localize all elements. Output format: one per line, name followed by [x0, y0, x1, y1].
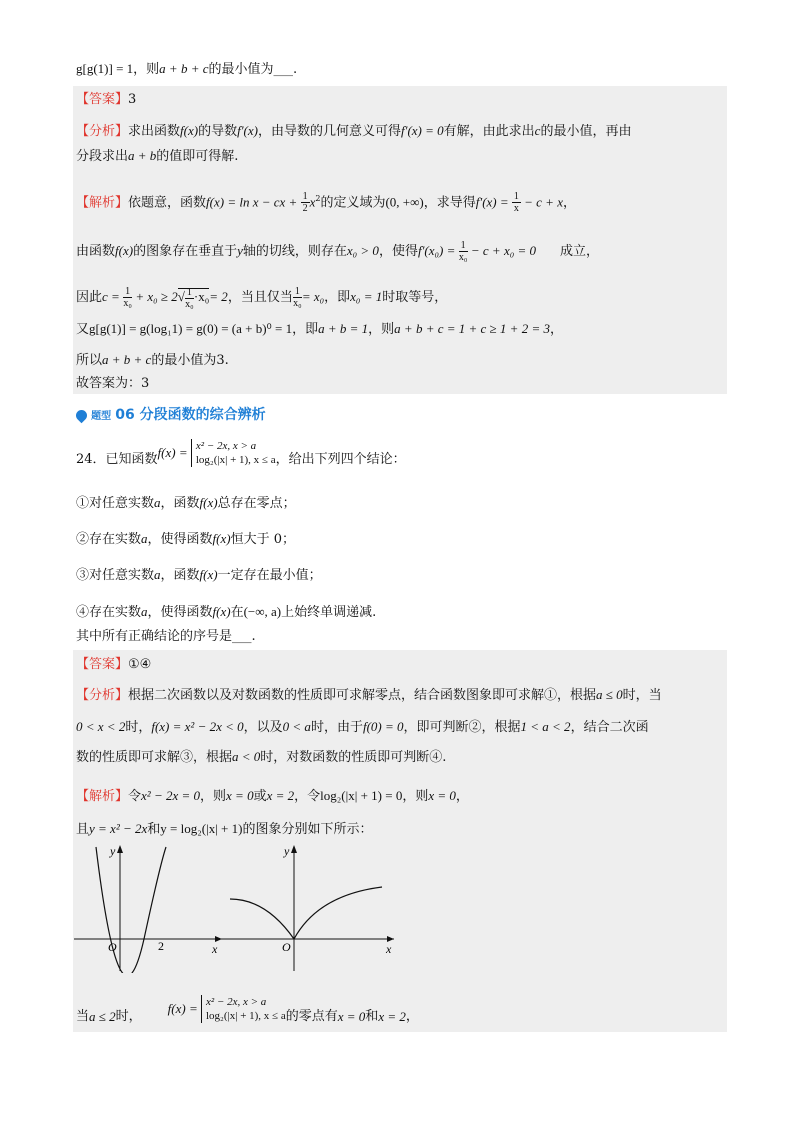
math: a + b = 1 — [318, 321, 369, 336]
text: 24．已知函数 — [76, 452, 158, 467]
text: ，则 — [402, 789, 429, 804]
math: x² − 2x, x > a — [205, 996, 267, 1008]
text: 或 — [253, 789, 267, 804]
math: c = — [102, 289, 124, 304]
math: x = 0 — [226, 788, 254, 803]
fraction: $\frac{1}{\text{x₀}}$ — [123, 286, 132, 309]
math: f′(x) = 0 — [401, 123, 444, 138]
log-graph — [222, 843, 398, 973]
text: 时取等号， — [382, 290, 448, 305]
solution-24-last-line — [76, 992, 419, 1026]
conclusion-1 — [76, 494, 296, 513]
y-axis-label: y — [110, 844, 116, 858]
text: ， — [455, 789, 469, 804]
solution-24-line-2 — [76, 820, 372, 839]
text: 和 — [365, 1009, 379, 1024]
answer-label: 【答案】 — [76, 92, 129, 107]
math: a < 0 — [232, 749, 261, 764]
solution-line-3 — [76, 286, 447, 310]
math: x — [309, 194, 316, 210]
math: a + b + c = 1 + c ≥ 1 + 2 = 3 — [394, 321, 550, 336]
math: a + b — [128, 148, 157, 163]
text: 当 — [76, 1009, 90, 1024]
math: g[g(1)] = g(log₁1) = g(0) = (a + b)⁰ = 1 — [89, 321, 293, 336]
text: 时，由于 — [310, 720, 363, 735]
text: ，则 — [368, 322, 395, 337]
text: 根据二次函数以及对数函数的性质即可求解零点，结合函数图象即可求解①，根据 — [128, 688, 597, 703]
text: 和 — [147, 822, 161, 837]
math: 0 < a — [282, 719, 311, 734]
math: f(0) = 0 — [362, 719, 404, 734]
text: 总存在零点； — [217, 496, 296, 511]
text: ②存在实数 — [76, 532, 142, 547]
math: f(x) — [199, 567, 218, 582]
math: f(x) — [180, 123, 199, 138]
text: 时，对数函数的性质即可判断④. — [260, 750, 447, 765]
text: 轴的切线，则存在 — [242, 244, 347, 259]
text: 令 — [128, 789, 142, 804]
math: a — [154, 495, 161, 510]
math: f(x) = x² − 2x < 0 — [151, 719, 244, 734]
fraction: $\frac{1}{2}$ — [302, 191, 308, 215]
text: ， — [549, 322, 563, 337]
text: 的导数 — [198, 124, 238, 139]
text: ，结合二次函 — [570, 720, 649, 735]
x-axis-label: x — [386, 942, 392, 956]
y-axis-arrow — [291, 845, 297, 853]
text: ，即可判断②，根据 — [403, 720, 521, 735]
math: f(x) — [212, 531, 231, 546]
text: 一定存在最小值； — [217, 568, 322, 583]
question-24-ask — [76, 628, 256, 646]
math: y — [237, 243, 243, 258]
text: 由函数 — [76, 244, 116, 259]
text: 求出函数 — [128, 124, 181, 139]
math: (−∞, a) — [243, 604, 282, 619]
equation: g[g(1)] = 1 — [76, 61, 134, 76]
text: 的零点有 — [285, 1009, 338, 1024]
y-axis-arrow — [117, 845, 123, 853]
math: x = 0 — [428, 788, 456, 803]
fraction: $\frac{1}{\text{x₀}}$ — [293, 286, 302, 309]
math: + x₀ ≥ 2 — [132, 289, 178, 304]
text: 的图象存在垂直于 — [133, 244, 238, 259]
text: ，当且仅当 — [227, 290, 293, 305]
text: 分段求出 — [76, 149, 129, 164]
section-title: 06 分段函数的综合辨析 — [115, 407, 266, 423]
text: ，则 — [133, 62, 160, 77]
math: log₂(|x| + 1), x ≤ a — [195, 454, 276, 466]
text: 时， — [115, 1009, 142, 1024]
origin-label: O — [282, 940, 291, 954]
math: 0 < x < 2 — [76, 719, 126, 734]
analysis-line-1 — [76, 122, 631, 141]
text: ④存在实数 — [76, 605, 142, 620]
final-answer-line — [76, 375, 149, 393]
analysis-label: 【分析】 — [76, 688, 129, 703]
text: 时， — [125, 720, 152, 735]
solution-label: 【解析】 — [76, 195, 129, 211]
answer-line — [76, 91, 136, 109]
text: 时，当 — [622, 688, 662, 703]
text: ，即 — [292, 322, 319, 337]
text: 的最小值为3. — [151, 353, 229, 368]
solution-block-q24 — [73, 650, 727, 1032]
x-axis-label: x — [212, 942, 218, 956]
text: 的最小值，再由 — [540, 124, 632, 139]
text: 的图象分别如下所示： — [242, 822, 373, 837]
y-axis-label: y — [284, 844, 290, 858]
question-24-stem — [76, 437, 406, 469]
fraction: $\frac{1}{x}$ — [513, 191, 519, 215]
text: 的值即可得解. — [156, 149, 239, 164]
math: a ≤ 2 — [89, 1009, 116, 1024]
tick-label-2: 2 — [158, 939, 164, 953]
math: x² − 2x = 0 — [141, 788, 201, 803]
analysis-line-2 — [76, 147, 238, 166]
math: x₀ > 0 — [346, 243, 379, 258]
conclusion-3 — [76, 566, 322, 585]
solution-24-line-1 — [76, 787, 469, 806]
math: x² − 2x, x > a — [195, 440, 257, 452]
math: = 2 — [209, 289, 228, 304]
text: 在 — [230, 605, 244, 620]
section-tag: 题型 — [91, 411, 112, 422]
solution-line-4 — [76, 320, 563, 339]
solution-line-1: 【解析】依题意，函数f(x) = ln x − cx + $\frac{1}{2}$ $x^2$的定义域为(0, +∞)，求导得f′(x) = $\frac{1}{x}$ − c + x， — [76, 191, 576, 215]
math: f(x) — [212, 604, 231, 619]
math: log₂(|x| + 1), x ≤ a — [205, 1010, 286, 1022]
text: ，由导数的几何意义可得 — [257, 124, 401, 139]
math: − c + x — [520, 194, 563, 210]
math: a ≤ 0 — [596, 687, 623, 702]
math: a — [141, 531, 148, 546]
solution-label: 【解析】 — [76, 789, 129, 804]
parabola-curve — [96, 847, 166, 973]
analysis-24-line-3 — [76, 748, 446, 767]
text: ，函数 — [160, 496, 200, 511]
math: f′(x₀) = — [417, 243, 459, 258]
math: − c + x₀ = 0 — [467, 243, 537, 258]
text: ， — [405, 1009, 419, 1024]
math: x₀ = 1 — [350, 289, 383, 304]
text: 且 — [76, 822, 90, 837]
text: ，给出下列四个结论： — [275, 452, 406, 467]
math: f(x) = ln x − cx + — [206, 194, 301, 210]
answer-value: ①④ — [128, 657, 152, 672]
text: ①对任意实数 — [76, 496, 155, 511]
text: ，使得 — [378, 244, 418, 259]
sqrt-term: √ $\frac{1}{\text{x₀}}$ ·x₀ — [177, 286, 210, 310]
math: y = x² − 2x — [89, 821, 148, 836]
math: f(x) = — [157, 445, 191, 460]
math: c — [534, 123, 541, 138]
analysis-label: 【分析】 — [76, 124, 129, 139]
text: 故答案为：3 — [76, 376, 150, 391]
text: 数的性质即可求解③，根据 — [76, 750, 233, 765]
answer-label: 【答案】 — [76, 657, 129, 672]
origin-label: O — [108, 940, 117, 954]
text: 的定义域为 — [320, 195, 386, 211]
math: a + b + c — [102, 352, 152, 367]
expression: a + b + c — [159, 61, 209, 76]
text: ，则 — [200, 789, 227, 804]
text: 因此 — [76, 290, 103, 305]
text: 恒大于 0； — [230, 532, 295, 547]
text: 上始终单调递减. — [281, 605, 377, 620]
text: 成立， — [560, 244, 600, 259]
math: (0, +∞) — [385, 194, 424, 210]
section-heading — [76, 404, 266, 424]
text: ，即 — [324, 290, 351, 305]
text: ，函数 — [160, 568, 200, 583]
math: f(x) — [115, 243, 134, 258]
math: f(x) = — [167, 1001, 201, 1016]
math: = x₀ — [301, 289, 325, 304]
math: y = log₂(|x| + 1) — [160, 821, 243, 836]
math: x = 2 — [266, 788, 295, 803]
analysis-24-line-1 — [76, 686, 662, 705]
conclusion-4 — [76, 603, 376, 622]
text: 依题意，函数 — [128, 195, 207, 211]
text: 其中所有正确结论的序号是___. — [76, 629, 256, 644]
text: 的最小值为___. — [208, 62, 298, 77]
text: ，使得函数 — [147, 605, 213, 620]
log-curve-left — [230, 899, 294, 939]
math: x = 0 — [337, 1009, 366, 1024]
text: 又 — [76, 322, 90, 337]
piecewise-definition — [191, 439, 276, 467]
math: x = 2 — [378, 1009, 406, 1024]
math: f′(x) — [237, 123, 258, 138]
text: 所以 — [76, 353, 103, 368]
math: log₂(|x| + 1) = 0 — [320, 788, 403, 803]
analysis-24-line-2 — [76, 718, 649, 737]
text: ，以及 — [243, 720, 283, 735]
math: a — [141, 604, 148, 619]
text: ， — [562, 195, 576, 211]
text: ③对任意实数 — [76, 568, 155, 583]
log-curve-right — [294, 887, 382, 939]
answer-value: 3 — [128, 92, 137, 107]
text: ，求导得 — [423, 195, 476, 211]
conclusion-2 — [76, 530, 295, 549]
text: ，令 — [294, 789, 321, 804]
math: a — [154, 567, 161, 582]
solution-line-5 — [76, 351, 229, 370]
location-pin-icon — [74, 408, 90, 424]
parabola-graph — [74, 843, 224, 973]
fraction: $\frac{1}{\text{x₀}}$ — [458, 240, 468, 263]
piecewise-definition — [201, 995, 286, 1023]
solution-line-2 — [76, 240, 599, 263]
text: ，使得函数 — [147, 532, 213, 547]
answer-line-24 — [76, 656, 151, 674]
question-tail — [76, 60, 297, 79]
math: f(x) — [199, 495, 218, 510]
math: 1 < a < 2 — [520, 719, 571, 734]
math: f′(x) = — [475, 194, 512, 210]
text: 有解，由此求出 — [443, 124, 535, 139]
